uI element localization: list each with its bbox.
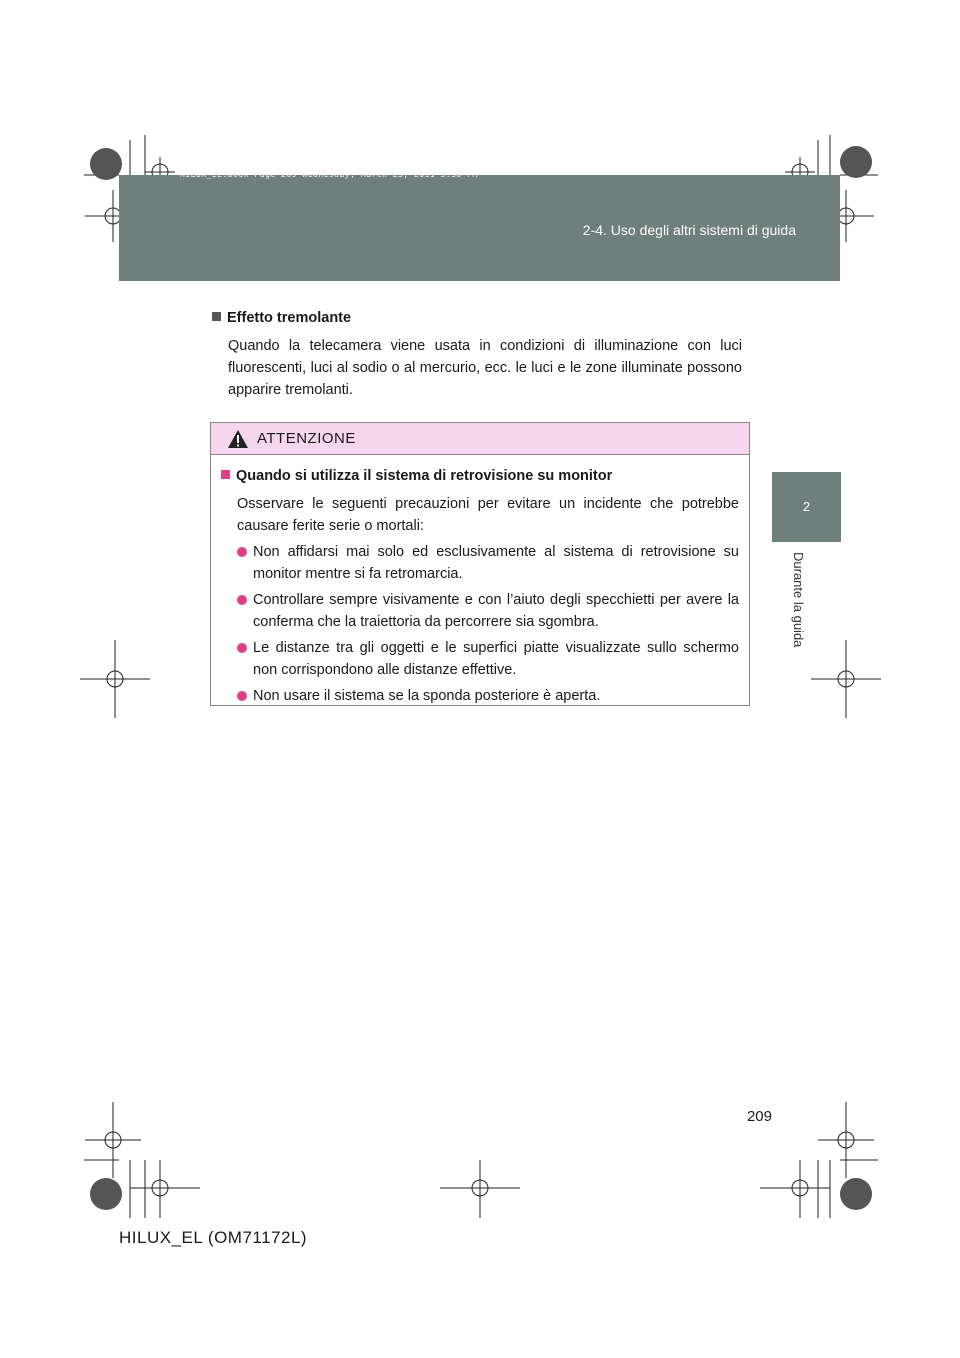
warning-header — [211, 423, 749, 455]
list-item: Non usare il sistema se la sponda posteriore è aperta. — [221, 685, 739, 707]
square-bullet-icon — [212, 312, 221, 321]
square-bullet-icon — [221, 470, 230, 479]
book-meta: HILUX_EL.book Page 209 Wednesday, March 23, 2011 3:30 PM — [180, 170, 478, 179]
section-paragraph: Quando la telecamera viene usata in condizioni di illuminazione con luci fluorescenti, luci al sodio o al mercurio, ecc. le luci e le zone illuminate possono apparire tremolanti. — [228, 338, 742, 398]
bullet-dot-icon — [237, 691, 247, 701]
warning-title: ATTENZIONE — [257, 430, 356, 447]
warning-intro: Osservare le seguenti precauzioni per evitare un incidente che potrebbe causare ferite serie o mortali: — [237, 496, 739, 534]
list-item: Non affidarsi mai solo ed esclusivamente al sistema di retrovisione su monitor mentre si fa retromarcia. — [221, 541, 739, 585]
list-item: Le distanze tra gli oggetti e le superfici piatte visualizzate sullo schermo non corrispondono alle distanze effettive. — [221, 637, 739, 681]
bullet-dot-icon — [237, 595, 247, 605]
section-heading: Effetto tremolante — [212, 307, 742, 329]
warning-box — [210, 422, 750, 706]
main-content — [212, 307, 742, 401]
bullet-dot-icon — [237, 643, 247, 653]
warning-subheading: Quando si utilizza il sistema di retrovisione su monitor — [221, 465, 739, 487]
section-title: 2-4. Uso degli altri sistemi di guida — [582, 222, 796, 238]
list-item: Controllare sempre visivamente e con l’aiuto degli specchietti per avere la conferma che la traiettoria da percorrere sia sgombra. — [221, 589, 739, 633]
chapter-label: Durante la guida — [791, 552, 806, 648]
chapter-tab: 2 — [772, 472, 841, 542]
bullet-dot-icon — [237, 547, 247, 557]
warning-triangle-icon — [227, 429, 249, 449]
model-code: HILUX_EL (OM71172L) — [119, 1228, 308, 1247]
warning-body — [211, 455, 749, 707]
page-number: 209 — [746, 1108, 772, 1125]
